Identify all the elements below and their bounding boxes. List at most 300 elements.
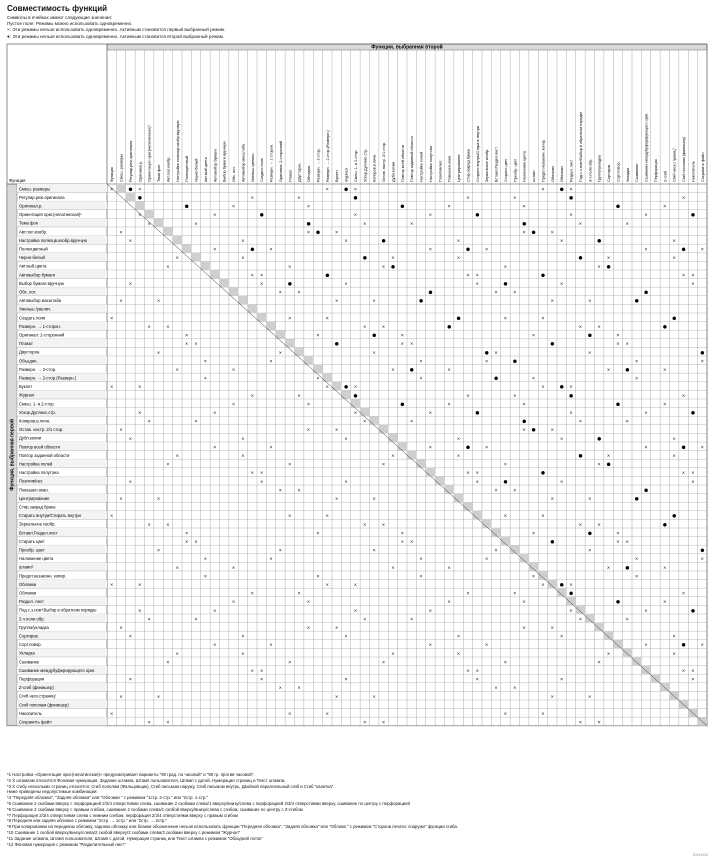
compat-mark: × [569, 186, 573, 192]
compat-mark: × [588, 693, 592, 699]
compat-mark: × [541, 384, 545, 390]
col-header: Автовыбор масштаба [241, 143, 246, 182]
compat-mark: × [531, 375, 536, 381]
compat-mark: × [288, 315, 292, 321]
compat-mark: × [606, 255, 611, 261]
compat-mark: × [588, 547, 592, 553]
footnote: Ниже приведены недопустимые комбинации: [7, 789, 98, 795]
compat-mark: × [306, 599, 311, 605]
diagonal-cell [632, 657, 641, 666]
compat-mark: × [484, 556, 489, 562]
compat-mark: × [672, 650, 676, 656]
col-header: Остав. настр. 2/1 стор. [382, 141, 387, 182]
col-header: Регулир.реж.оригинала [128, 140, 133, 182]
compat-mark: × [484, 358, 489, 364]
compat-mark: × [353, 607, 358, 613]
compat-mark: ● [400, 204, 405, 210]
compat-mark: ● [456, 316, 461, 322]
row-label: Зеркальное изобр. [19, 521, 56, 527]
compat-mark: × [541, 315, 545, 321]
compat-mark: × [156, 693, 161, 699]
col-header: штамп [532, 170, 537, 182]
compat-mark: × [241, 633, 245, 639]
compat-mark: ● [362, 256, 367, 262]
compat-mark: ● [522, 221, 527, 227]
compat-mark: × [288, 659, 292, 665]
compat-mark: × [672, 453, 676, 458]
compat-mark: × [334, 298, 339, 304]
row-label: Автовыбор бумаги [19, 272, 56, 278]
diagonal-cell [370, 416, 379, 425]
compat-mark: × [344, 633, 348, 639]
row-label: Сохранить файл [19, 719, 52, 725]
row-label: Уменьш./увелич. [19, 306, 52, 312]
diagonal-cell [238, 296, 247, 305]
compat-mark: × [616, 341, 620, 347]
compat-mark: × [466, 668, 470, 673]
compat-mark: × [625, 341, 630, 347]
compat-mark: ● [644, 290, 649, 296]
row-label: Z-сгиб (финишер) [19, 685, 54, 691]
compat-mark: × [334, 625, 339, 630]
compat-mark: × [578, 616, 583, 622]
compat-mark: × [231, 367, 236, 372]
compat-mark: ● [559, 583, 564, 588]
compat-mark: × [513, 590, 517, 596]
compat-mark: × [241, 650, 245, 656]
col-header: Черно-белый [194, 158, 199, 182]
row-label: Сортиров. [19, 633, 39, 639]
compat-mark: × [156, 547, 161, 553]
compat-mark: × [278, 487, 283, 493]
compat-mark: × [513, 685, 517, 691]
compat-mark: × [513, 289, 517, 295]
diagonal-cell [210, 270, 219, 279]
compat-mark: × [625, 616, 630, 622]
col-header: Стирать внутри/Стирать внутри [475, 125, 480, 182]
diagonal-cell [126, 193, 135, 202]
compat-mark: ● [184, 204, 189, 210]
row-label: Копиров.в.личн. [19, 418, 51, 424]
col-header: Тема фон [157, 164, 162, 182]
footnote: *7 Перфорация 2/3/4 отверстиями слева с нижним сгибом, перфорация 2/3/4 отверстиями вверху с правым сгибом [7, 812, 238, 818]
footnotes [7, 772, 707, 847]
col-header: Наложение цвета [522, 150, 527, 182]
row-label: Настройка полутона [19, 470, 59, 476]
legend-line: Пустое поле: Режимы можно использовать одновременно. [7, 21, 133, 27]
compat-mark: × [456, 255, 461, 261]
diagonal-cell [520, 554, 529, 563]
col-header: Автовыбор бумаги [213, 149, 218, 182]
compat-mark: × [644, 444, 648, 450]
row-label: Ускор.Дуплекс.стр. [19, 409, 56, 415]
compat-mark: ● [540, 471, 545, 477]
diagonal-cell [388, 433, 397, 442]
row-label: Буклет [19, 384, 33, 390]
col-header: Повтор всей области [400, 144, 405, 182]
compat-mark: × [672, 435, 676, 441]
compat-mark: × [194, 539, 198, 544]
col-header: Сорт.повор. [616, 161, 621, 182]
compat-mark: × [325, 384, 330, 390]
compat-mark: ● [512, 359, 517, 365]
compat-mark: × [156, 349, 161, 355]
compat-mark: × [475, 668, 480, 673]
compat-mark: ● [690, 213, 695, 219]
diagonal-cell [548, 580, 557, 589]
col-header: Укладка [625, 167, 630, 182]
compat-mark: × [484, 444, 489, 450]
compat-mark: × [625, 418, 630, 424]
col-header: Под.с.з.нов+Выбор в обратном порядке [578, 111, 583, 182]
compat-mark: × [503, 263, 508, 269]
compat-mark: ● [597, 436, 602, 442]
compat-mark: ● [569, 591, 574, 597]
compat-mark: × [203, 556, 208, 562]
compat-mark: × [138, 410, 142, 415]
compat-mark: × [644, 607, 648, 613]
compat-mark: × [466, 470, 470, 476]
row-label: Обложки [19, 581, 37, 587]
compat-mark: × [578, 418, 583, 424]
compat-mark: × [700, 358, 705, 364]
col-header: Позитив/нег. [438, 160, 443, 182]
row-label: Автовыбор масштаба [19, 298, 62, 304]
compat-mark: × [634, 556, 639, 562]
compat-mark: × [644, 642, 648, 648]
compat-mark: × [409, 616, 414, 622]
row-label: Сшивание [19, 659, 40, 665]
compat-mark: × [597, 461, 601, 467]
col-header: Объедин. [307, 165, 312, 182]
diagonal-cell [201, 261, 210, 270]
compat-mark: × [241, 453, 245, 458]
compat-mark: × [297, 590, 301, 596]
compat-mark: × [644, 212, 648, 218]
compat-mark: × [597, 263, 601, 269]
compat-mark: × [409, 220, 414, 226]
diagonal-cell [557, 588, 566, 597]
compat-mark: ● [662, 522, 667, 528]
compat-mark: × [691, 272, 695, 278]
compat-mark: × [316, 530, 320, 536]
compat-mark: × [625, 539, 630, 544]
row-label: Полноцветный [19, 246, 48, 252]
compat-mark: × [128, 633, 133, 639]
compat-mark: × [344, 676, 348, 682]
col-header: Выбор бумаги вручную [222, 141, 227, 182]
row-label: Черно-белый [19, 255, 45, 261]
compat-mark: × [625, 220, 630, 226]
col-header: Оригинал: 2-сторонний [278, 141, 283, 182]
compat-mark: × [372, 496, 376, 501]
compat-mark: × [381, 324, 386, 329]
col-header: Смеш. 1- и 2-стор. [353, 149, 358, 182]
compat-mark: × [109, 384, 114, 390]
row-label: Преобр. цвет [19, 547, 45, 553]
compat-mark: × [588, 298, 592, 304]
compat-mark: × [325, 582, 330, 587]
compat-mark: × [541, 582, 545, 587]
col-header: Повтор заданной области [410, 136, 415, 182]
compat-mark: ● [250, 247, 255, 253]
col-header: Z-сгиб [663, 170, 668, 182]
compat-mark: ● [315, 230, 320, 236]
row-label: Сгиб пополам (финишер) [19, 702, 69, 708]
compat-mark: × [700, 642, 705, 648]
row-label: Разверн. → 2-стор. [19, 366, 57, 372]
compat-mark: × [494, 685, 498, 691]
diagonal-cell [407, 451, 416, 460]
col-header: Накопитель [691, 161, 696, 182]
compat-mark: × [316, 375, 320, 381]
col-header: Раздел. лист [569, 159, 574, 182]
col-header: Сортиров. [607, 163, 612, 182]
compat-mark: × [363, 220, 367, 226]
diagonal-cell [116, 184, 125, 193]
compat-mark: × [503, 315, 508, 321]
compat-mark: × [334, 496, 339, 501]
compat-mark: × [681, 195, 686, 200]
compat-mark: × [475, 470, 480, 476]
compat-mark: × [306, 229, 311, 235]
compat-mark: × [578, 324, 583, 329]
compat-mark: ● [484, 350, 489, 356]
compat-mark: × [691, 470, 695, 476]
compat-mark: × [559, 238, 564, 243]
compat-mark: × [391, 650, 395, 656]
col-header: Авт.выб.цвета [203, 157, 208, 182]
compat-mark: × [447, 401, 451, 407]
col-header: Авт.пол.изобр. [166, 156, 171, 182]
compat-mark: × [278, 289, 283, 295]
compat-mark: × [381, 461, 386, 467]
diagonal-cell [445, 485, 454, 494]
compat-mark: ● [662, 325, 667, 330]
row-label: Повышен.окан. [19, 487, 49, 493]
compat-mark: × [147, 719, 151, 725]
compat-mark: × [428, 410, 433, 415]
compat-mark: × [578, 719, 583, 725]
footnote: *12 Фоновая нумерация с режимом "Разделительный лист" [7, 841, 126, 847]
compat-mark: × [428, 607, 433, 613]
compat-mark: × [503, 711, 508, 716]
compat-mark: ● [372, 333, 377, 339]
compat-mark: × [241, 238, 245, 243]
compat-mark: × [147, 418, 151, 424]
compat-mark: × [569, 582, 573, 587]
compat-mark: ● [428, 290, 433, 296]
row-label: Регулир.реж.оригинала [19, 194, 65, 200]
col-header: Функция [110, 167, 115, 182]
diagonal-cell [660, 683, 669, 692]
compat-mark: ● [550, 342, 555, 348]
compat-mark: ● [625, 565, 630, 571]
compat-mark: × [297, 392, 301, 398]
compat-mark: ● [578, 454, 583, 459]
compat-mark: × [634, 375, 639, 381]
compat-mark: × [381, 719, 386, 725]
compat-mark: × [175, 650, 180, 656]
compat-mark: × [194, 418, 198, 424]
compat-mark: × [363, 324, 367, 329]
compat-mark: × [109, 186, 114, 192]
compat-mark: × [259, 281, 264, 286]
compat-mark: ● [400, 402, 405, 408]
compat-mark: × [334, 693, 339, 699]
row-label: Настройка полей [19, 461, 53, 467]
compat-mark: ● [597, 239, 602, 244]
compat-mark: × [344, 238, 348, 243]
diagonal-cell [229, 287, 238, 296]
row-label: Перфорация [19, 676, 45, 682]
col-header: Копиров.в.личн. [372, 153, 377, 182]
compat-mark: × [175, 453, 180, 458]
compat-mark: × [409, 539, 414, 544]
col-header: Сшивание [635, 163, 640, 182]
diagonal-cell [135, 201, 144, 210]
compat-mark: ● [137, 196, 142, 201]
compat-mark: × [372, 693, 376, 699]
legend-line: Символы в ячейках имеют следующие значения: [7, 15, 113, 20]
compat-mark: × [391, 453, 395, 458]
compat-mark: × [428, 642, 433, 648]
compat-mark: × [278, 685, 283, 691]
compat-mark: × [241, 255, 245, 261]
col-header: Плакат [288, 169, 293, 182]
compat-mark: ● [447, 325, 452, 330]
compat-mark: × [175, 255, 180, 261]
compat-mark: × [522, 625, 526, 630]
compat-mark: × [119, 496, 123, 501]
compat-mark: ● [419, 299, 424, 305]
compat-mark: × [213, 246, 217, 252]
compat-mark: × [513, 195, 517, 200]
row-label: Сгиб неск.страниц⁷ [19, 693, 57, 699]
compat-mark: × [588, 349, 592, 355]
compat-mark: ● [128, 187, 133, 193]
compat-mark: ● [681, 247, 686, 253]
page-title: Совместимость функций [7, 4, 108, 13]
col-header: Обложки [550, 166, 555, 182]
diagonal-cell [576, 605, 585, 614]
row-label: Укладка [19, 650, 35, 656]
col-header: Настройка полноцв.изобр.вручную [175, 120, 180, 182]
diagonal-cell [332, 382, 341, 391]
compat-mark: ● [681, 445, 686, 451]
compat-mark: × [419, 358, 423, 364]
compat-mark: × [109, 315, 114, 321]
compat-mark: × [681, 392, 686, 398]
compat-mark: × [353, 186, 358, 192]
compat-mark: × [241, 435, 245, 441]
compat-mark: × [119, 625, 123, 630]
compat-mark: ● [569, 196, 574, 201]
diagonal-cell [379, 425, 388, 434]
compat-mark: × [147, 521, 151, 527]
compat-mark: × [269, 246, 273, 252]
compat-mark: × [316, 332, 320, 338]
compat-mark: × [616, 332, 620, 338]
compat-mark: × [344, 435, 348, 441]
compat-mark: × [194, 616, 198, 622]
compat-mark: × [184, 332, 189, 338]
row-label: Под.с.з.нов+Выбор в обратном порядке [19, 607, 97, 613]
compat-mark: × [306, 203, 311, 209]
compat-mark: × [522, 599, 526, 605]
compat-mark: × [522, 401, 526, 407]
compat-mark: × [166, 461, 170, 467]
col-header: Стирать цвет [503, 158, 508, 182]
compat-mark: × [522, 229, 526, 235]
row-label: Выбор бумаги вручную [19, 280, 64, 286]
row-label: Вставл.Раздел.лист [19, 530, 58, 536]
compat-mark: × [672, 633, 676, 639]
compat-mark: × [231, 203, 236, 209]
compat-mark: × [259, 478, 264, 484]
functions-header: Функция [9, 178, 26, 183]
compat-mark: ● [287, 282, 292, 287]
compat-mark: ● [531, 230, 536, 236]
col-header: Настройка полутона [428, 146, 433, 182]
col-header: Стир.закрад.брака [466, 148, 471, 182]
compat-mark: × [588, 496, 592, 501]
compat-mark: ● [587, 333, 592, 339]
compat-mark: × [559, 435, 564, 441]
compat-mark: ● [475, 213, 480, 219]
compat-mark: × [503, 513, 508, 519]
compat-mark: × [194, 220, 198, 226]
compat-mark: × [681, 272, 686, 278]
compat-mark: × [325, 315, 330, 321]
compat-mark: ● [306, 221, 311, 227]
compat-mark: × [119, 298, 123, 304]
compat-mark: × [194, 341, 198, 347]
legend-line: ●: Эти режимы нельзя использовать одновременно. Активным становится второй выбранный режим. [7, 33, 225, 39]
compat-mark: × [109, 582, 114, 587]
diagonal-cell [585, 614, 594, 623]
footnote: *8 Передняя или задняя обложка с режимом "2стр. → 1стр." или "2стр. → 2стр." [7, 818, 168, 824]
diagonal-cell [623, 648, 632, 657]
col-header: Уменьш./увелич. [250, 152, 255, 182]
compat-mark: ● [390, 264, 395, 270]
compat-mark: × [428, 246, 433, 252]
row-label: Обложки [19, 590, 37, 596]
compat-mark: × [325, 186, 330, 192]
compat-mark: × [681, 470, 686, 476]
compat-mark: × [166, 324, 170, 329]
compat-mark: × [250, 272, 255, 278]
compat-mark: × [288, 263, 292, 269]
compat-mark: × [503, 461, 508, 467]
diagonal-cell [145, 210, 154, 219]
compat-mark: × [456, 633, 461, 639]
row-label: Остав. настр. 2/1 стор. [19, 427, 64, 433]
compat-mark: × [494, 289, 498, 295]
col-header: Сгиб пополам (финишер) [682, 137, 687, 182]
row-label: Наложение цвета [19, 556, 54, 562]
compat-mark: ● [615, 402, 620, 408]
compat-mark: ● [540, 273, 545, 279]
compat-mark: × [700, 556, 705, 562]
compat-mark: × [691, 668, 695, 673]
row-label: Авт.пол.изобр. [19, 229, 48, 235]
compat-mark: × [203, 375, 208, 381]
footnote: *2 Х штампам относятся Фоновая нумерация, Задание штампа, Штамп пользователя, Штамп с датой, Нумерация страниц и Текст штампа. [7, 777, 286, 783]
compat-mark: × [363, 616, 367, 622]
compat-mark: × [569, 384, 573, 390]
compat-mark: ● [690, 411, 695, 416]
